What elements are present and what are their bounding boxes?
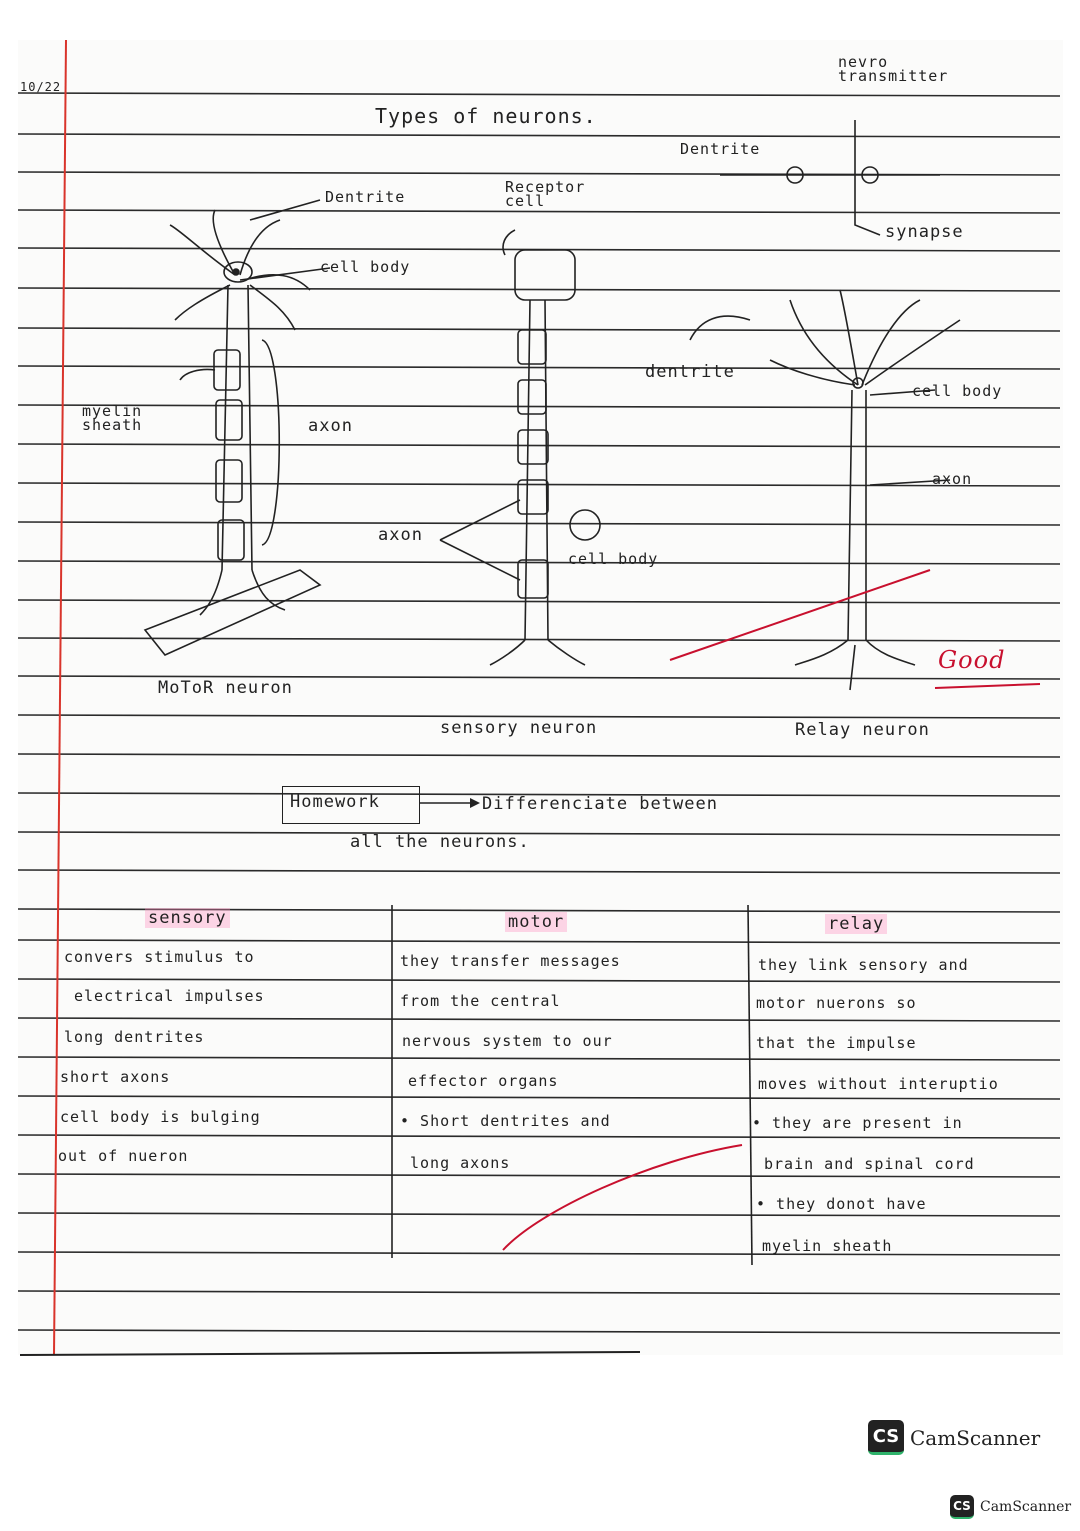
relay-row: motor nuerons so xyxy=(756,994,917,1012)
sensory-row: convers stimulus to xyxy=(64,948,255,966)
motor-axon-label: axon xyxy=(308,416,353,436)
grade-underline xyxy=(935,684,1040,688)
sensory-row: short axons xyxy=(60,1068,171,1086)
motor-row: from the central xyxy=(400,992,561,1010)
camscanner-watermark-small xyxy=(950,1495,1071,1519)
relay-row: brain and spinal cord xyxy=(764,1155,975,1173)
relay-row: • they donot have xyxy=(756,1195,927,1213)
motor-row: • Short dentrites and xyxy=(400,1112,611,1130)
motor-row: effector organs xyxy=(408,1072,559,1090)
synapse-dentrite-label: Dentrite xyxy=(680,140,761,158)
header-motor: motor xyxy=(505,912,567,932)
camscanner-brand: CamScanner xyxy=(910,1425,1041,1450)
grade-mark: Good xyxy=(938,646,1006,674)
relay-row: that the impulse xyxy=(756,1034,917,1052)
sensory-row: out of nueron xyxy=(58,1147,189,1165)
red-check-2 xyxy=(503,1145,742,1250)
motor-row: nervous system to our xyxy=(402,1032,613,1050)
sensory-axon-label: axon xyxy=(378,525,423,545)
camscanner-logo-icon: CS xyxy=(950,1495,974,1519)
sensory-row: long dentrites xyxy=(64,1028,205,1046)
motor-dentrite-label: Dentrite xyxy=(325,188,406,206)
date: 10/22 xyxy=(20,80,62,94)
motor-row: long axons xyxy=(410,1154,511,1172)
relay-row: moves without interuptio xyxy=(758,1075,999,1093)
sensory-neuron-drawing xyxy=(440,230,750,665)
sensory-row: cell body is bulging xyxy=(60,1108,261,1126)
homework-text-1: Differenciate between xyxy=(482,794,718,814)
homework-text-2: all the neurons. xyxy=(350,832,530,852)
camscanner-watermark-large xyxy=(868,1420,1040,1455)
header-sensory: sensory xyxy=(145,908,230,928)
relay-row: myelin sheath xyxy=(762,1237,893,1255)
page-title: Types of neurons. xyxy=(375,104,597,128)
relay-row: they link sensory and xyxy=(758,956,969,974)
relay-axon-label: axon xyxy=(932,470,973,488)
relay-cell-body-label: cell body xyxy=(912,382,1003,400)
camscanner-logo-icon: CS xyxy=(868,1420,904,1455)
motor-cell-body-label: cell body xyxy=(320,258,411,276)
sensory-dentrite-label: dentrite xyxy=(645,362,735,382)
sensory-caption: sensory neuron xyxy=(440,718,598,738)
motor-caption: MoToR neuron xyxy=(158,678,293,698)
myelin-sheath-label: myelin sheath xyxy=(82,402,143,434)
sensory-cell-body-label: cell body xyxy=(568,550,659,568)
relay-caption: Relay neuron xyxy=(795,720,930,740)
header-relay: relay xyxy=(825,914,887,934)
sensory-row: electrical impulses xyxy=(74,987,265,1005)
relay-row: • they are present in xyxy=(752,1114,963,1132)
relay-neuron-drawing xyxy=(770,290,960,690)
sheet-bottom-edge xyxy=(20,1352,640,1355)
red-check-1 xyxy=(670,570,930,660)
homework-label: Homework xyxy=(290,792,380,812)
table-divider-2 xyxy=(748,905,752,1265)
camscanner-brand: CamScanner xyxy=(980,1499,1072,1515)
motor-row: they transfer messages xyxy=(400,952,621,970)
receptor-cell-label: Receptor cell xyxy=(505,178,586,210)
neurotransmitter-label: nevro transmitter xyxy=(838,53,949,85)
synapse-label: synapse xyxy=(885,222,964,242)
